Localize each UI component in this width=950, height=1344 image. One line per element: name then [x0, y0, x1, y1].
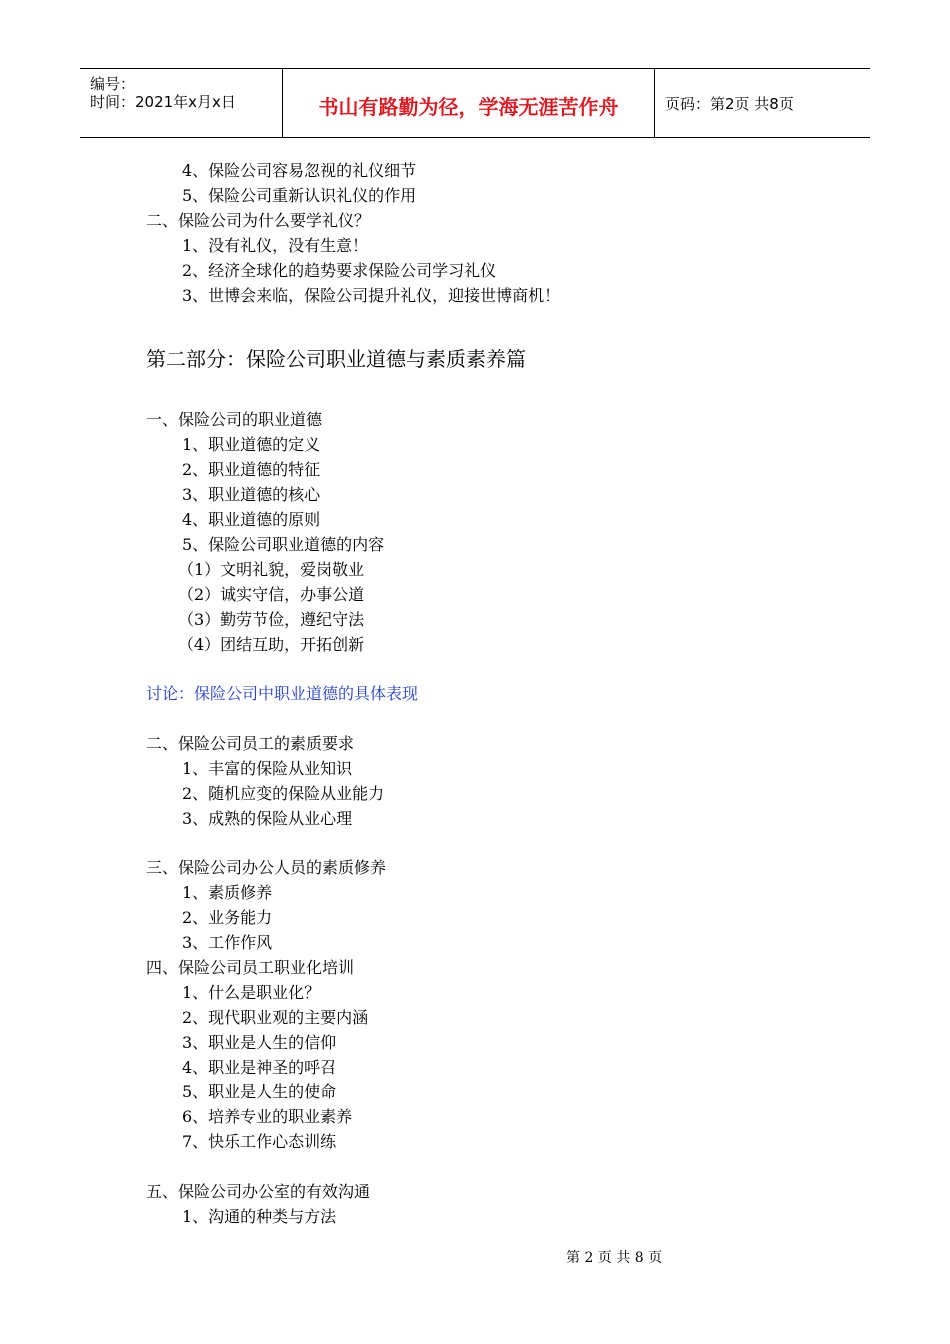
list-item: 5、职业是人生的使命 — [182, 1082, 337, 1101]
document-date-label: 时间：2021年x月x日 — [90, 93, 236, 111]
header-motto-cell — [283, 69, 655, 137]
list-item: 6、培养专业的职业素养 — [182, 1107, 353, 1126]
list-item: 4、职业道德的原则 — [182, 510, 321, 529]
list-heading: 一、保险公司的职业道德 — [146, 410, 323, 429]
list-item: 7、快乐工作心态训练 — [182, 1132, 337, 1151]
header-page-cell — [655, 69, 870, 137]
list-heading: 五、保险公司办公室的有效沟通 — [146, 1182, 371, 1201]
list-item: 5、保险公司职业道德的内容 — [182, 535, 385, 554]
list-item: 1、职业道德的定义 — [182, 435, 321, 454]
sub-list-item: （3）勤劳节俭，遵纪守法 — [178, 610, 365, 629]
list-item: 3、工作作风 — [182, 933, 273, 952]
list-item: 1、沟通的种类与方法 — [182, 1207, 337, 1226]
list-heading: 三、保险公司办公人员的素质修养 — [146, 858, 387, 877]
discussion-prompt: 讨论：保险公司中职业道德的具体表现 — [146, 684, 419, 703]
list-heading: 四、保险公司员工职业化培训 — [146, 958, 355, 977]
list-item: 3、职业是人生的信仰 — [182, 1033, 337, 1052]
sub-list-item: （1）文明礼貌，爱岗敬业 — [178, 560, 365, 579]
sub-list-item: （4）团结互助，开拓创新 — [178, 635, 365, 654]
header-page-label: 页码：第2页 共8页 — [665, 95, 794, 113]
list-item: 2、业务能力 — [182, 908, 273, 927]
list-item: 4、职业是神圣的呼召 — [182, 1058, 337, 1077]
document-header — [80, 68, 870, 138]
list-item: 1、没有礼仪，没有生意！ — [182, 236, 369, 255]
list-item: 3、成熟的保险从业心理 — [182, 809, 353, 828]
list-item: 2、经济全球化的趋势要求保险公司学习礼仪 — [182, 261, 497, 280]
list-heading: 二、保险公司为什么要学礼仪？ — [146, 211, 371, 230]
list-item: 1、丰富的保险从业知识 — [182, 759, 353, 778]
list-item: 1、什么是职业化？ — [182, 983, 321, 1002]
list-item: 3、职业道德的核心 — [182, 485, 321, 504]
page-footer: 第 2 页 共 8 页 — [566, 1250, 663, 1266]
list-item: 2、现代职业观的主要内涵 — [182, 1008, 369, 1027]
section-title: 第二部分：保险公司职业道德与素质素养篇 — [146, 347, 526, 371]
list-item: 5、保险公司重新认识礼仪的作用 — [182, 186, 417, 205]
header-left-cell — [80, 69, 283, 137]
list-item: 3、世博会来临，保险公司提升礼仪，迎接世博商机！ — [182, 286, 561, 305]
list-heading: 二、保险公司员工的素质要求 — [146, 734, 355, 753]
list-item: 4、保险公司容易忽视的礼仪细节 — [182, 161, 417, 180]
sub-list-item: （2）诚实守信，办事公道 — [178, 585, 365, 604]
list-item: 2、职业道德的特征 — [182, 460, 321, 479]
list-item: 2、随机应变的保险从业能力 — [182, 784, 385, 803]
document-number-label: 编号： — [90, 75, 136, 93]
header-motto: 书山有路勤为径，学海无涯苦作舟 — [318, 95, 619, 119]
list-item: 1、素质修养 — [182, 883, 273, 902]
